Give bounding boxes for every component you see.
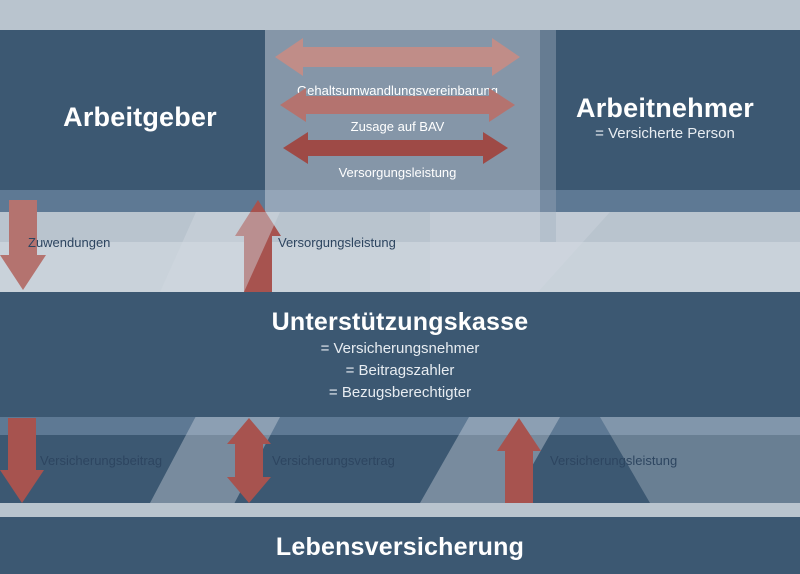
employee-subtitle: = Versicherte Person — [595, 125, 735, 142]
arrow-gehaltsumwandlung — [275, 38, 520, 76]
arrow-label-versicherungsleistung: Versicherungsleistung — [550, 453, 678, 468]
band-top-light — [0, 0, 800, 30]
arrow-label-versicherungsbeitrag: Versicherungsbeitrag — [40, 453, 163, 468]
arrow-versorgungsleistung-top — [283, 132, 508, 164]
page-title-employee: Arbeitnehmer — [576, 93, 754, 123]
arrow-versicherungsbeitrag — [0, 418, 44, 503]
page-title-fund: Unterstützungskasse — [271, 308, 529, 336]
page-title-insurer: Lebensversicherung — [275, 533, 525, 561]
fund-subtitle-3: = Bezugsberechtigter — [328, 384, 472, 401]
arrow-label-gehaltsumwandlung: Gehaltsumwandlungsvereinbarung — [297, 83, 498, 98]
arrow-versicherungsleistung — [497, 418, 541, 503]
arrow-label-versorgungsleistung-top: Versorgungsleistung — [338, 165, 457, 180]
page-title-employer: Arbeitgeber — [63, 102, 217, 132]
arrow-label-zuwendungen: Zuwendungen — [28, 235, 111, 250]
fund-subtitle-2: = Beitragszahler — [345, 362, 455, 379]
arrow-zusage-bav — [280, 88, 515, 122]
arrow-label-versicherungsvertrag: Versicherungsvertrag — [272, 453, 395, 468]
arrow-label-zusage-bav: Zusage auf BAV — [350, 119, 445, 134]
band-light-3 — [0, 503, 800, 517]
arrow-label-versorgungsleistung-mid: Versorgungsleistung — [278, 235, 396, 250]
fund-subtitle-1: = Versicherungsnehmer — [320, 340, 480, 357]
arrow-versicherungsvertrag — [227, 418, 271, 503]
